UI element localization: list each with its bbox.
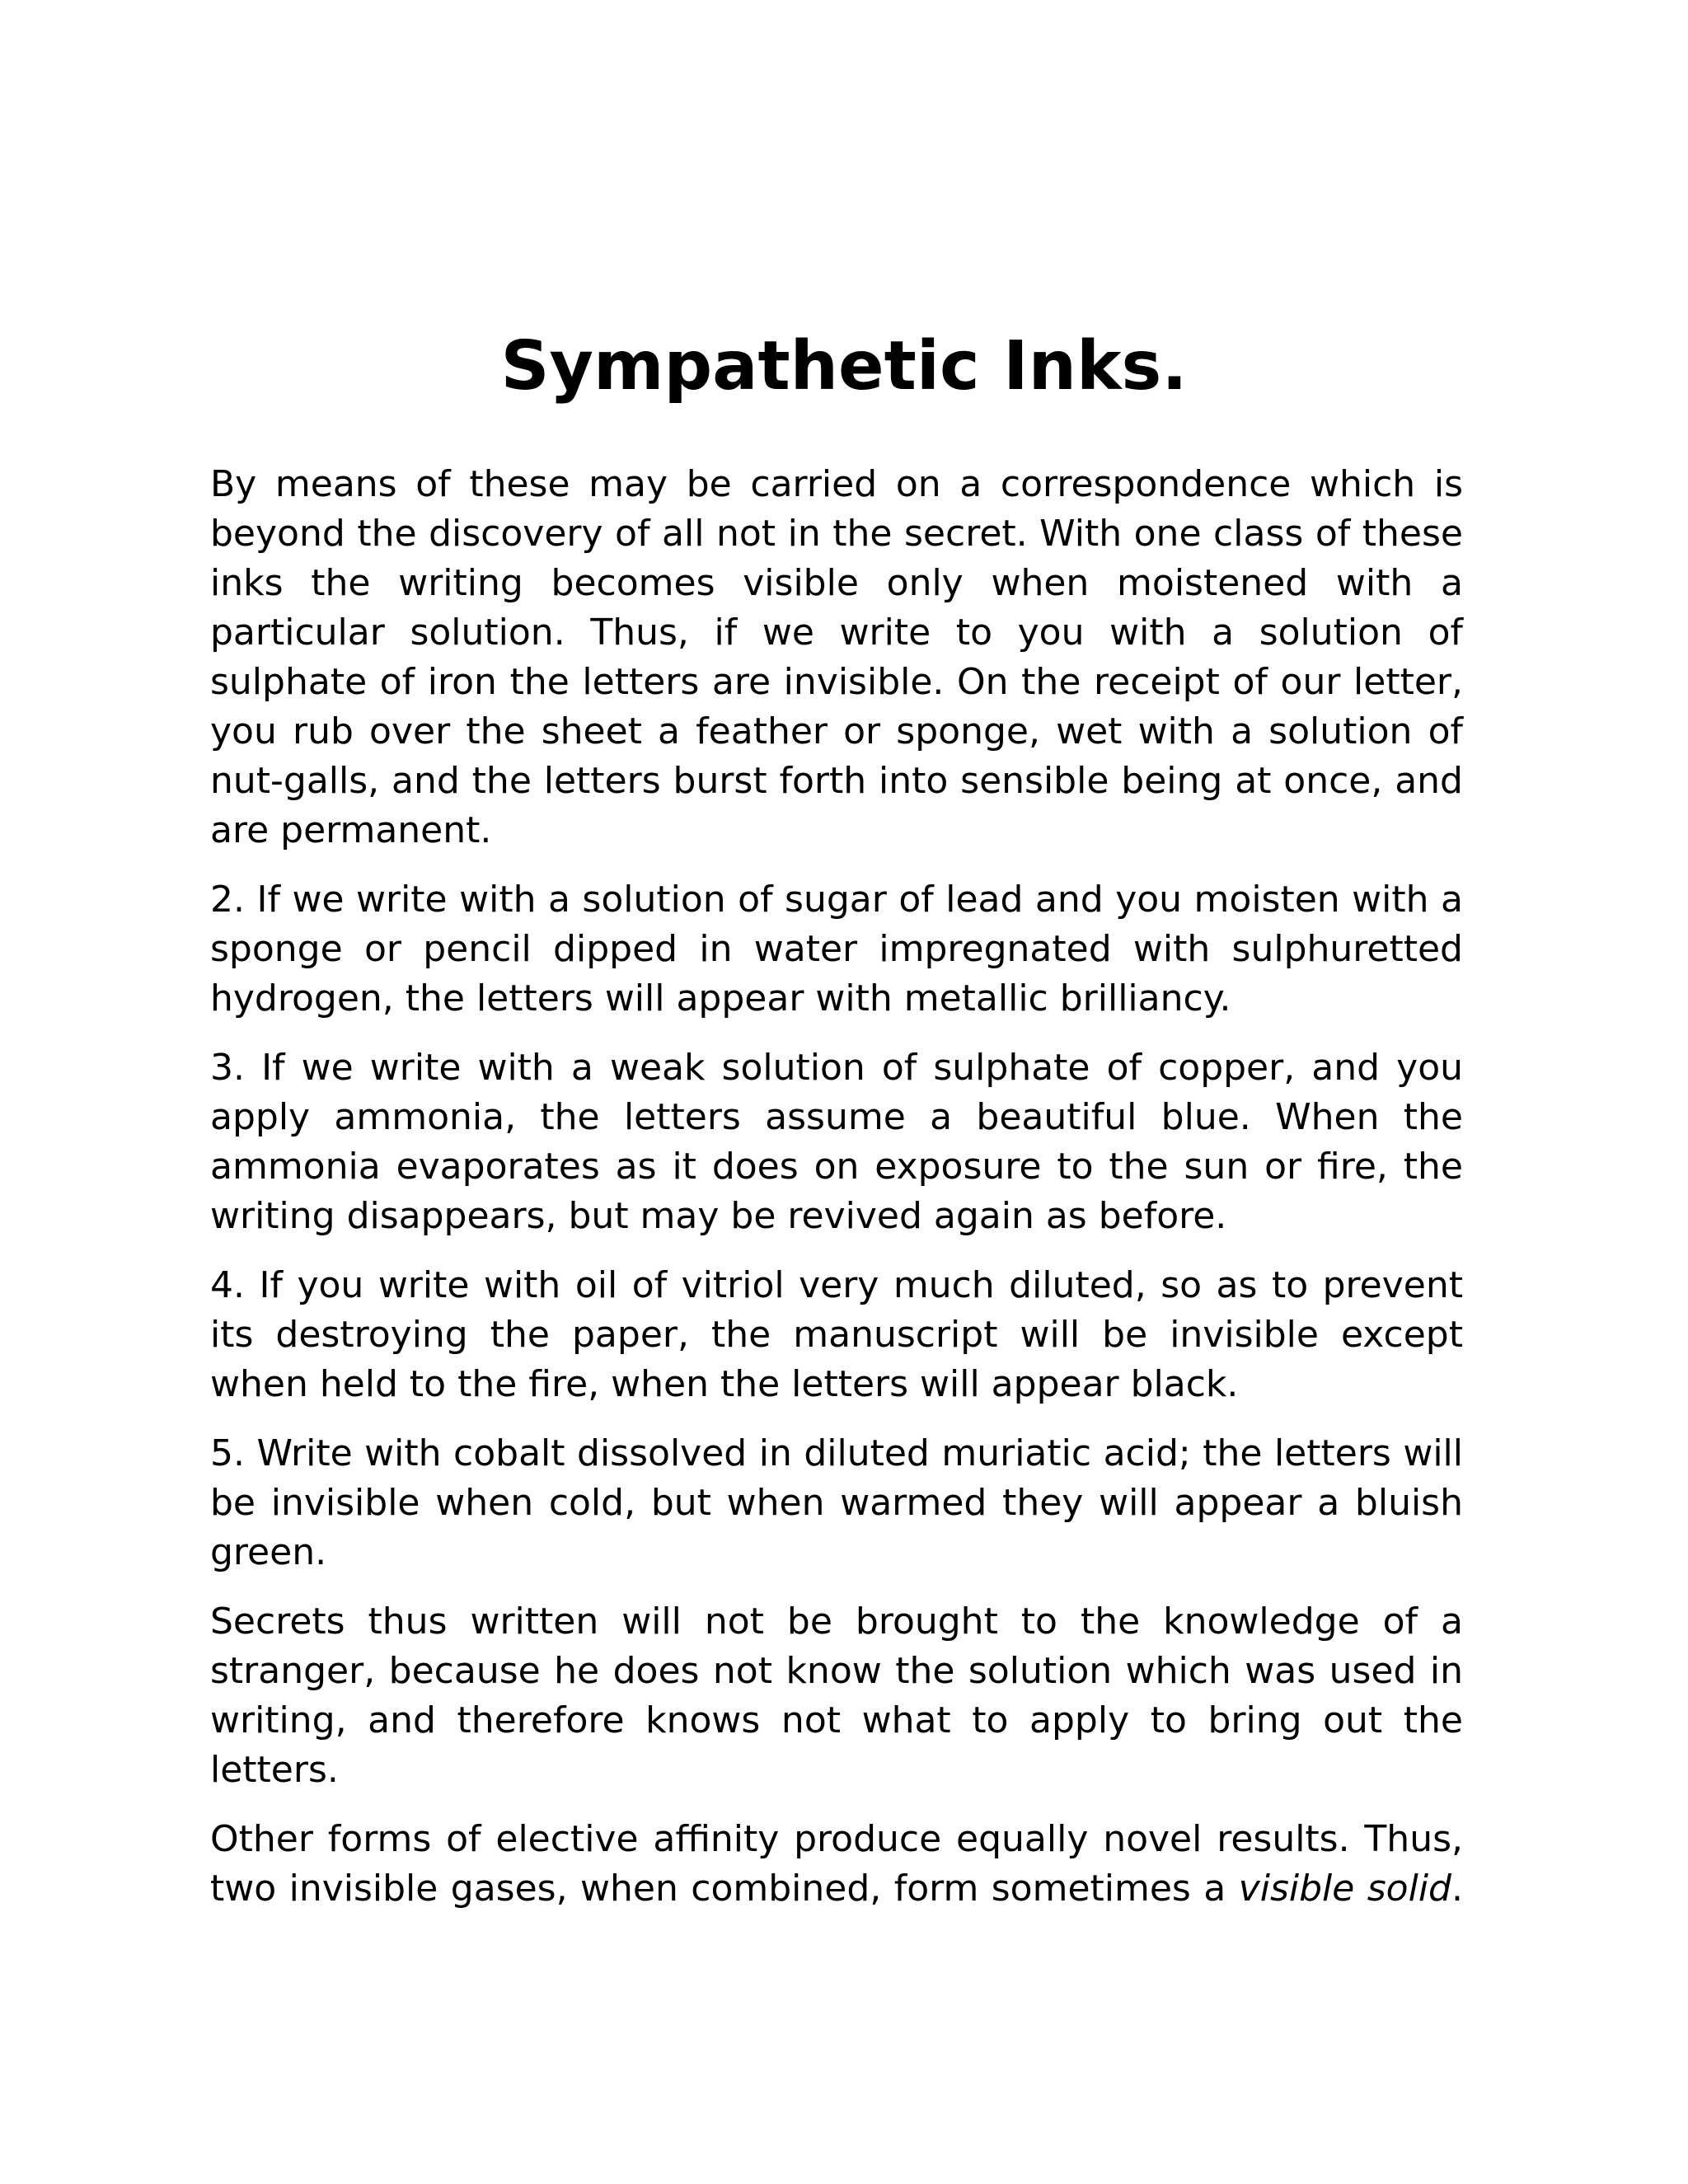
paragraph-secrets: Secrets thus written will not be brought to the knowledge of a stranger, because he does not know the solution which was used in writing, and therefore knows not what to apply to bring out the letters. — [210, 1601, 1463, 1791]
paragraph-item-4: 4. If you write with oil of vitriol very much diluted, so as to prevent its destroying the paper, the manuscript will be invisible except when held to the fire, when the letters will appear black. — [210, 1264, 1463, 1405]
paragraph-intro: By means of these may be carried on a correspondence which is beyond the discovery of all not in the secret. With one class of these inks the writing becomes visible only when moistened with a particular solution. Thus, if we write to you with a solution of sulphate of iron the letters are invisible. On the receipt of our letter, you rub over the sheet a feather or sponge, wet with a solution of nut-galls, and the letters burst forth into sensible being at once, and are permanent. — [210, 463, 1463, 851]
emphasis-text: visible solid — [1238, 1868, 1451, 1910]
paragraph-text: Other forms of elective affinity produce equally novel results. Thus, two invisible gases, when combined, form sometimes a — [210, 1818, 1463, 1910]
paragraph-item-3: 3. If we write with a weak solution of sulphate of copper, and you apply ammonia, the letters assume a beautiful blue. When the ammonia evaporates as it does on exposure to the sun or fire, the writing disappears, but may be revived again as before. — [210, 1047, 1463, 1237]
paragraph-item-2: 2. If we write with a solution of sugar of lead and you moisten with a sponge or pencil dipped in water impregnated with sulphuretted hydrogen, the letters will appear with metallic brilliancy. — [210, 879, 1463, 1019]
paragraph-elective-affinity — [210, 1815, 1463, 1914]
paragraph-end: . — [1451, 1868, 1463, 1910]
body-text — [210, 460, 1463, 1933]
page-title: Sympathetic Inks. — [500, 327, 1188, 405]
paragraph-item-5: 5. Write with cobalt dissolved in diluted muriatic acid; the letters will be invisible when cold, but when warmed they will appear a bluish green. — [210, 1432, 1463, 1573]
